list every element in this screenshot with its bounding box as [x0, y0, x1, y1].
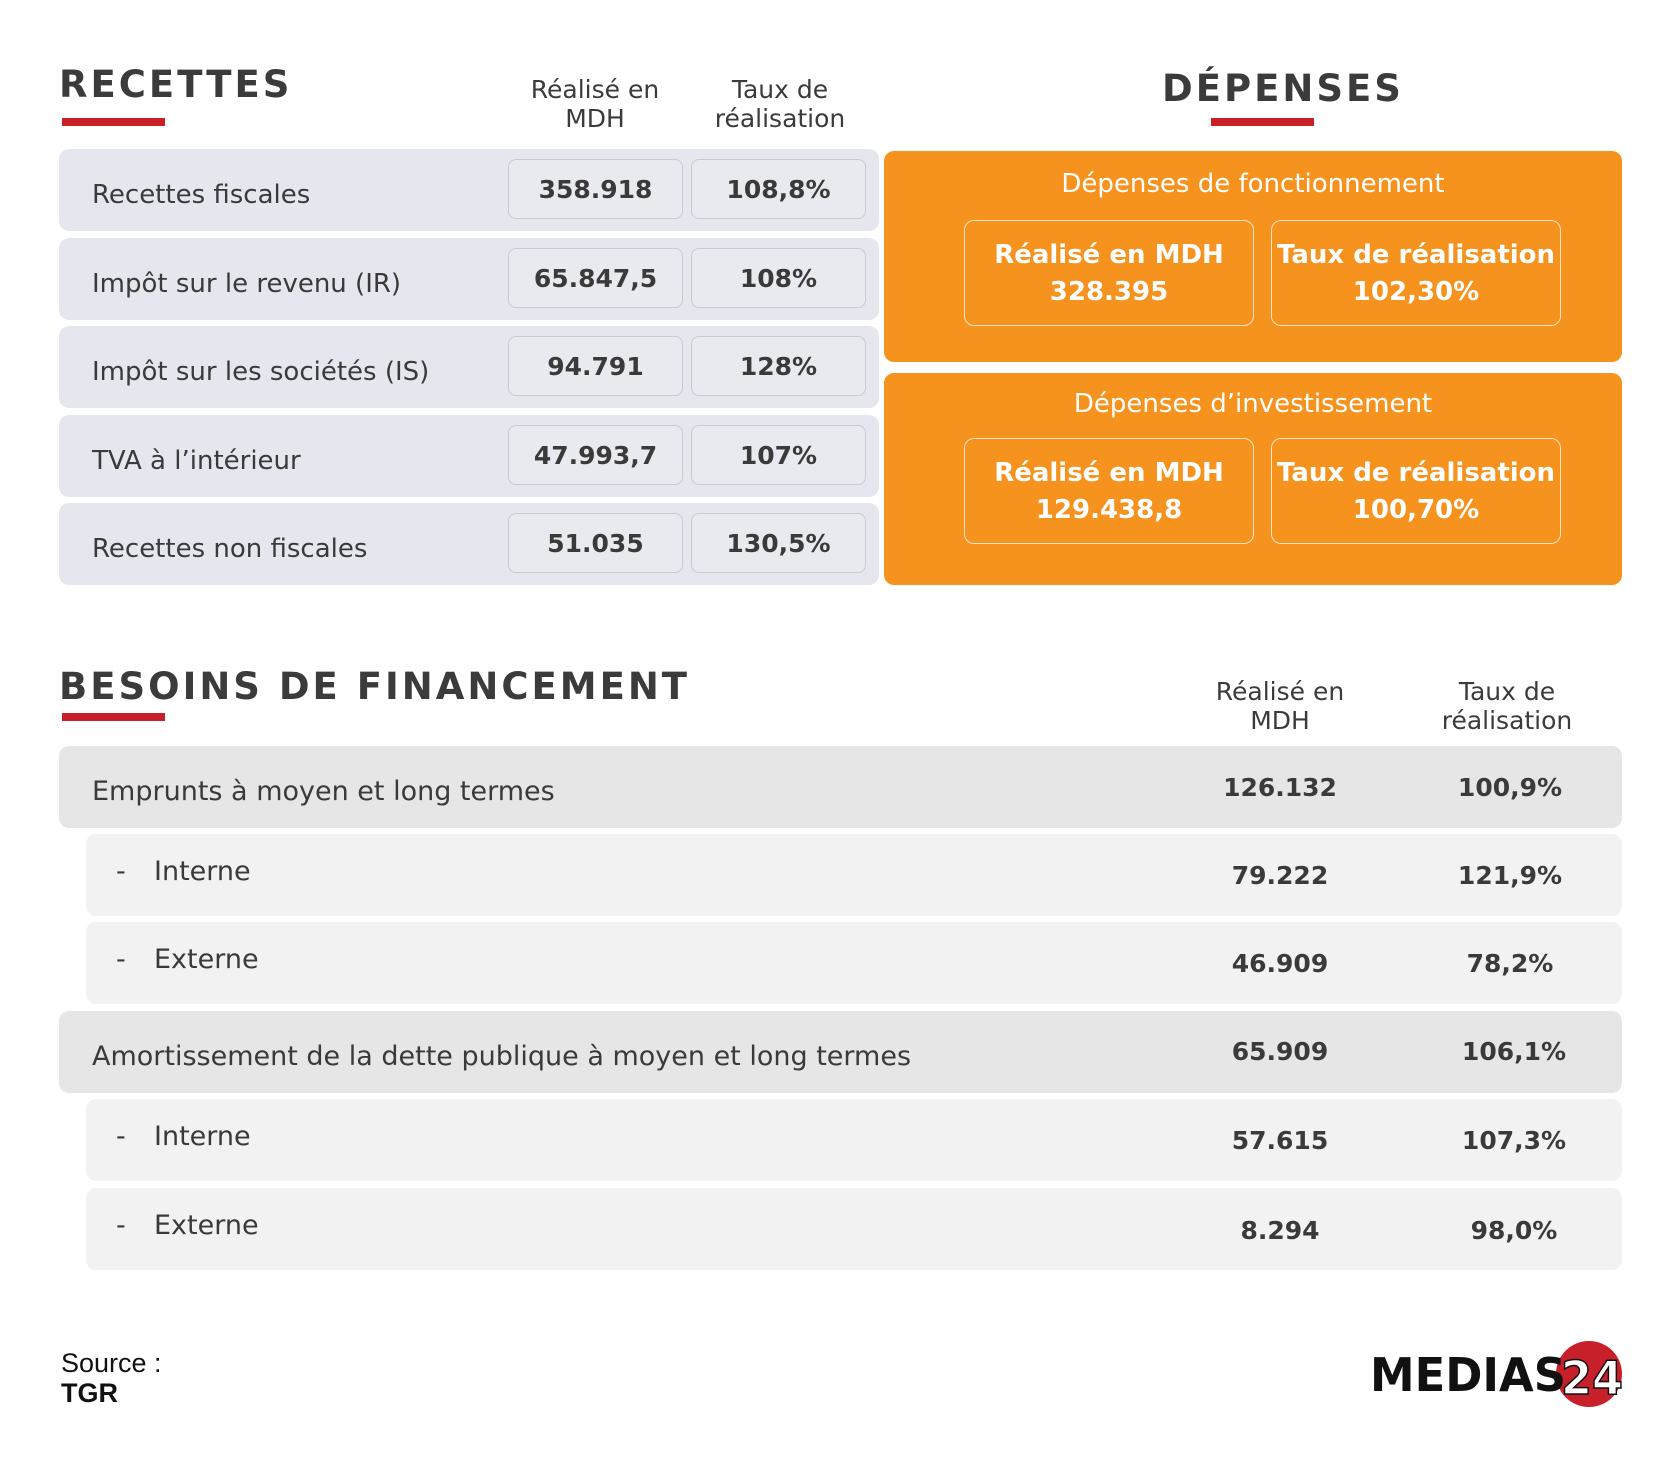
besoins-subrow-label — [116, 1188, 259, 1270]
depenses-fonctionnement-taux-label: Taux de réalisation — [1276, 240, 1556, 270]
besoins-dash: - — [116, 1210, 126, 1241]
source-note — [61, 1348, 162, 1408]
depenses-title: DÉPENSES — [1162, 67, 1404, 110]
besoins-row-taux: 106,1% — [1461, 1037, 1567, 1066]
recettes-row-label: Recettes non fiscales — [92, 534, 368, 564]
recettes-row-taux: 108,8% — [691, 159, 866, 219]
besoins-row-taux: 78,2% — [1466, 949, 1554, 978]
besoins-row-realise: 126.132 — [1223, 773, 1337, 802]
depenses-fonctionnement-realise-box — [964, 220, 1254, 326]
depenses-investissement-realise-box — [964, 438, 1254, 544]
besoins-subrow — [86, 1099, 1622, 1181]
recettes-row-taux: 107% — [691, 425, 866, 485]
source-label: Source : — [61, 1348, 162, 1378]
besoins-subrow-text: Externe — [154, 1210, 259, 1241]
recettes-row-realise: 47.993,7 — [508, 425, 683, 485]
besoins-subrow-text: Interne — [154, 856, 251, 887]
besoins-row-realise: 57.615 — [1231, 1126, 1329, 1155]
recettes-row-taux: 108% — [691, 248, 866, 308]
depenses-fonctionnement-title: Dépenses de fonctionnement — [1061, 169, 1445, 199]
recettes-row — [59, 415, 879, 497]
besoins-row-taux: 100,9% — [1457, 773, 1563, 802]
depenses-fonctionnement-panel — [884, 151, 1622, 362]
depenses-investissement-panel — [884, 373, 1622, 585]
recettes-title: RECETTES — [59, 63, 293, 106]
recettes-row — [59, 149, 879, 231]
besoins-subrow-label — [116, 834, 251, 916]
besoins-subrow-label — [116, 922, 259, 1004]
besoins-row-realise: 8.294 — [1240, 1216, 1320, 1245]
depenses-fonctionnement-taux-value: 102,30% — [1352, 277, 1480, 307]
besoins-subrow — [86, 1188, 1622, 1270]
recettes-row — [59, 503, 879, 585]
besoins-col-realise: Réalisé en MDH — [1215, 677, 1345, 735]
recettes-col-taux: Taux de réalisation — [714, 75, 846, 133]
recettes-row-realise: 94.791 — [508, 336, 683, 396]
besoins-title-underline — [62, 713, 165, 721]
recettes-row-realise: 65.847,5 — [508, 248, 683, 308]
depenses-investissement-taux-label: Taux de réalisation — [1276, 458, 1556, 488]
besoins-row-realise: 65.909 — [1231, 1037, 1329, 1066]
recettes-title-underline — [62, 118, 165, 126]
besoins-col-taux: Taux de réalisation — [1441, 677, 1573, 735]
besoins-row-realise: 79.222 — [1231, 861, 1329, 890]
recettes-row-label: TVA à l’intérieur — [92, 446, 301, 476]
depenses-fonctionnement-realise-value: 328.395 — [1049, 277, 1169, 307]
depenses-investissement-realise-label: Réalisé en MDH — [994, 458, 1224, 488]
besoins-row-label: Amortissement de la dette publique à moyen et long termes — [92, 1041, 912, 1072]
recettes-row-label: Impôt sur le revenu (IR) — [92, 269, 402, 299]
depenses-fonctionnement-taux-box — [1271, 220, 1561, 326]
besoins-row-realise: 46.909 — [1231, 949, 1329, 978]
recettes-row-taux: 130,5% — [691, 513, 866, 573]
besoins-row-taux: 98,0% — [1470, 1216, 1558, 1245]
depenses-investissement-taux-box — [1271, 438, 1561, 544]
recettes-row — [59, 238, 879, 320]
besoins-row-taux: 107,3% — [1461, 1126, 1567, 1155]
besoins-row-taux: 121,9% — [1457, 861, 1563, 890]
source-value: TGR — [61, 1378, 118, 1408]
besoins-row — [59, 746, 1622, 828]
besoins-dash: - — [116, 856, 126, 887]
recettes-row-taux: 128% — [691, 336, 866, 396]
besoins-subrow-label — [116, 1099, 251, 1181]
svg-text:MEDIAS: MEDIAS — [1370, 1348, 1566, 1402]
besoins-subrow — [86, 922, 1622, 1004]
recettes-row-realise: 51.035 — [508, 513, 683, 573]
recettes-col-realise: Réalisé en MDH — [530, 75, 660, 133]
besoins-title: BESOINS DE FINANCEMENT — [59, 665, 691, 708]
depenses-investissement-realise-value: 129.438,8 — [1035, 495, 1183, 525]
depenses-investissement-taux-value: 100,70% — [1352, 495, 1480, 525]
besoins-subrow — [86, 834, 1622, 916]
recettes-row-label: Impôt sur les sociétés (IS) — [92, 357, 430, 387]
medias24-logo — [1370, 1332, 1632, 1412]
besoins-row — [59, 1011, 1622, 1093]
besoins-subrow-text: Interne — [154, 1121, 251, 1152]
depenses-title-underline — [1211, 118, 1314, 126]
depenses-investissement-title: Dépenses d’investissement — [1073, 389, 1433, 419]
svg-text:24: 24 — [1561, 1351, 1623, 1405]
recettes-row-label: Recettes fiscales — [92, 180, 311, 210]
besoins-row-label: Emprunts à moyen et long termes — [92, 776, 555, 807]
besoins-dash: - — [116, 1121, 126, 1152]
besoins-subrow-text: Externe — [154, 944, 259, 975]
depenses-fonctionnement-realise-label: Réalisé en MDH — [994, 240, 1224, 270]
recettes-row — [59, 326, 879, 408]
recettes-row-realise: 358.918 — [508, 159, 683, 219]
besoins-dash: - — [116, 944, 126, 975]
